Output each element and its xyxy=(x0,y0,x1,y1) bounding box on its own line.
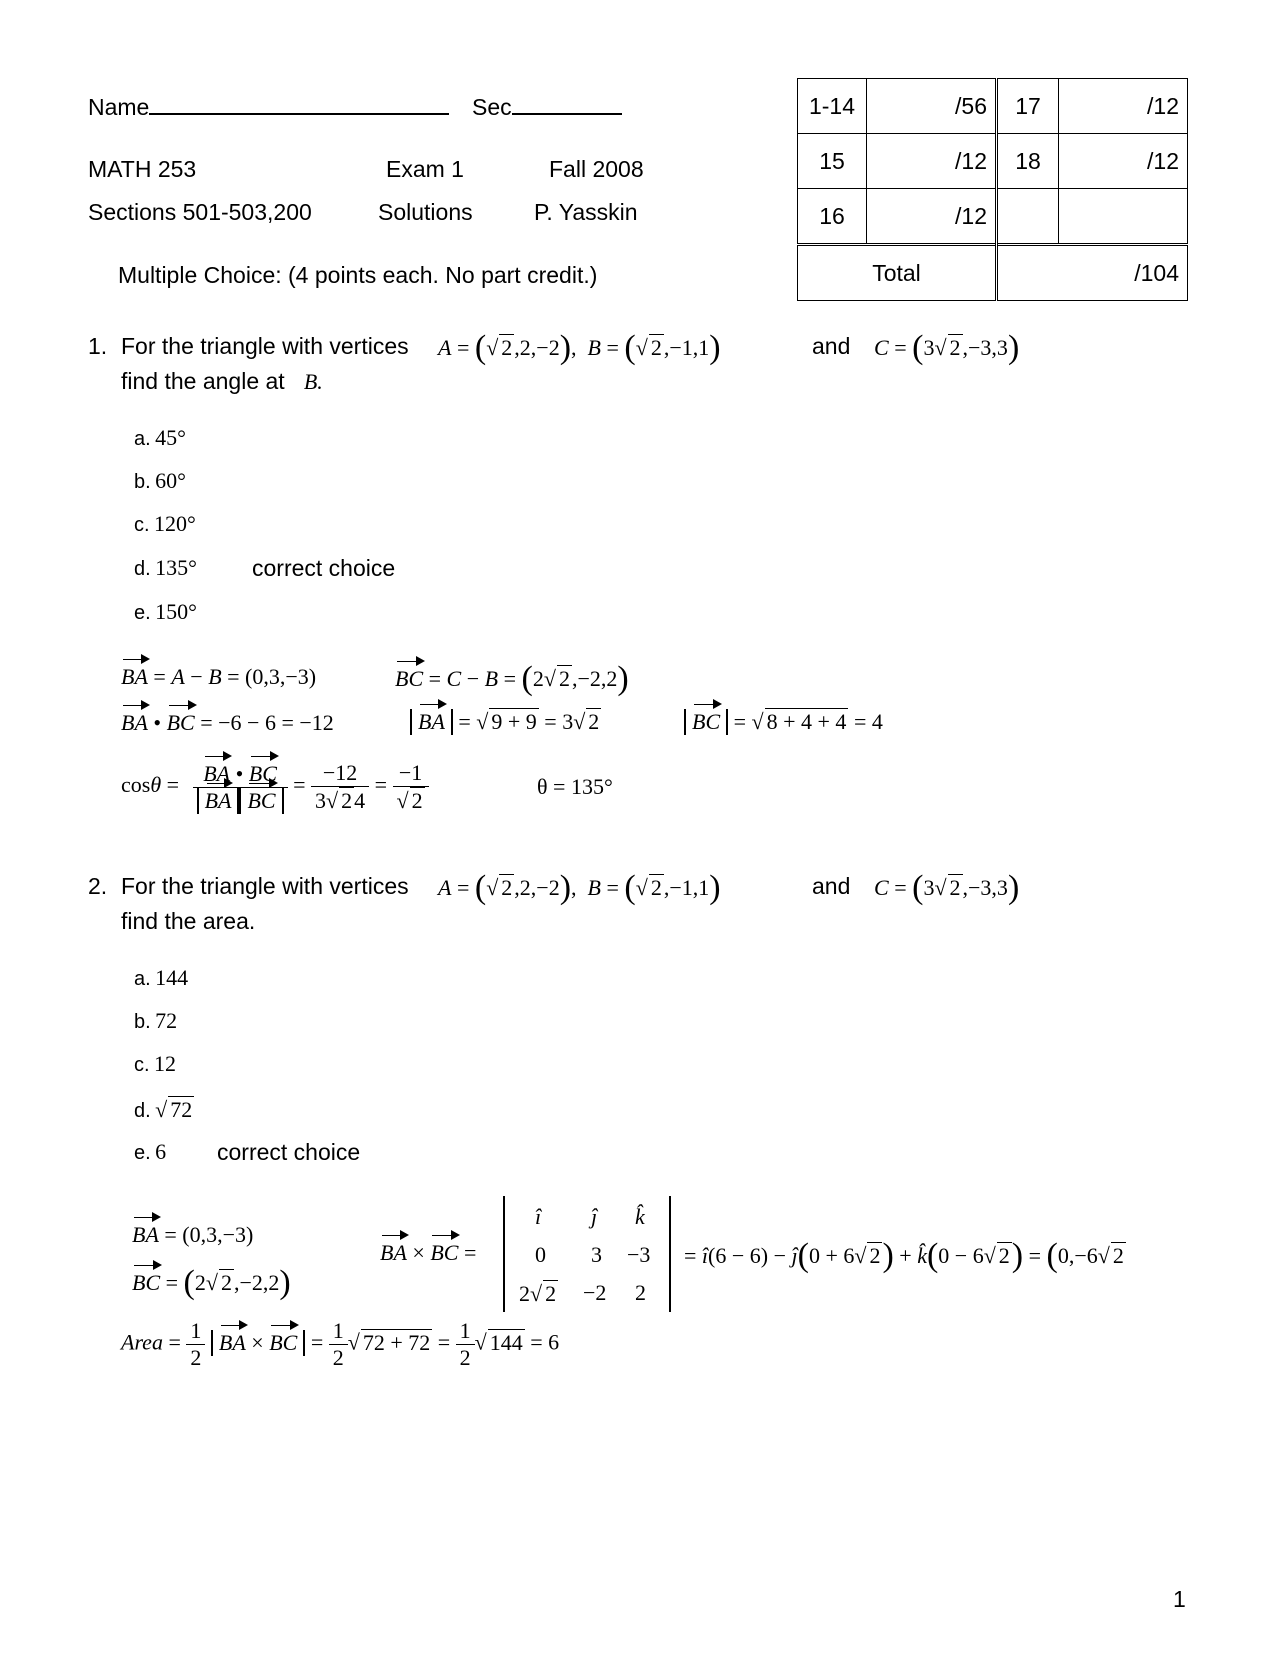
sections: Sections 501-503,200 xyxy=(88,199,312,225)
q2-choice[interactable]: c. 12 xyxy=(134,1051,177,1076)
score-cell xyxy=(1059,189,1188,245)
q1-choice[interactable]: e. 150° xyxy=(134,599,197,624)
score-cell: 17 xyxy=(997,79,1059,134)
q1-number: 1. xyxy=(88,333,108,359)
sec-label: Sec xyxy=(472,94,512,120)
q2-prompt: For the triangle with vertices xyxy=(121,873,409,899)
q2-determinant: î ĵ k̂ 0 3 −3 2√ 2 −2 2 xyxy=(503,1196,671,1312)
q1-correct-note: correct choice xyxy=(252,555,396,581)
q1-work-cos: cosθ = $\frac{BA • BC}{\text{BA BC}}$ = $\frac{-12}{3√ 24}$ = $\frac{-1}{√ 2}$ xyxy=(121,760,429,814)
score-cell: 16 xyxy=(798,189,867,245)
q1-prompt-b: find the angle at B. xyxy=(121,368,323,394)
q2-work-cross-label: BA × BC = xyxy=(380,1240,477,1265)
sec-field[interactable] xyxy=(472,94,622,121)
q2-choice[interactable]: e. 6 xyxy=(134,1139,167,1164)
q2-choice[interactable]: b. 72 xyxy=(134,1008,178,1033)
q1-choice[interactable]: d. 135° xyxy=(134,555,197,580)
q1-choice[interactable]: b. 60° xyxy=(134,468,186,493)
q1-work-norm-bc: BC = √ 8 + 4 + 4 = 4 xyxy=(684,708,883,735)
score-cell: 1-14 xyxy=(798,79,867,134)
q1-choice[interactable]: c. 120° xyxy=(134,511,196,536)
q2-work-ba: BA = (0,3,−3) xyxy=(132,1222,254,1247)
q2-and: and xyxy=(812,873,851,899)
q2-choice[interactable]: d. √ 72 xyxy=(134,1097,193,1122)
q2-vertex-c: C = (3√ 2,−3,3) xyxy=(874,869,1020,906)
q2-prompt-b: find the area. xyxy=(121,908,256,934)
q1-choice[interactable]: a. 45° xyxy=(134,425,186,450)
name-label: Name xyxy=(88,94,150,120)
q2-correct-note: correct choice xyxy=(217,1139,361,1165)
q1-work-norm-ba: BA = √ 9 + 9 = 3√ 2 xyxy=(410,708,601,735)
total-value: /104 xyxy=(997,245,1188,301)
score-cell: 18 xyxy=(997,134,1059,189)
course-title: MATH 253 xyxy=(88,156,197,182)
q2-vertices: A = (√ 2,2,−2), B = (√ 2,−1,1) xyxy=(438,869,721,906)
score-table xyxy=(797,78,1188,301)
sec-blank[interactable] xyxy=(512,113,622,115)
q1-work-ba: BA = A − B = (0,3,−3) xyxy=(121,664,317,689)
q2-number: 2. xyxy=(88,873,108,899)
exam-title: Exam 1 xyxy=(386,156,464,182)
q1-and: and xyxy=(812,333,851,359)
instructor: P. Yasskin xyxy=(534,199,638,225)
name-blank[interactable] xyxy=(149,113,449,115)
q1-theta-result: θ = 135° xyxy=(537,774,613,799)
q2-work-area: Area = $\frac{1}{2}$ BA × BC = $\frac{1}{2}$ √ 72 + 72 = $\frac{1}{2}$ √ 144 = 6 xyxy=(121,1318,560,1370)
score-cell: /12 xyxy=(1059,134,1188,189)
score-cell: /12 xyxy=(867,134,997,189)
q1-vertex-c: C = (3√ 2,−3,3) xyxy=(874,329,1020,366)
q2-work-bc: BC = (2√ 2,−2,2) xyxy=(132,1264,291,1301)
q2-choice[interactable]: a. 144 xyxy=(134,965,189,990)
total-label: Total xyxy=(798,245,997,301)
score-cell: /12 xyxy=(867,189,997,245)
solutions-label: Solutions xyxy=(378,199,473,225)
q1-prompt: For the triangle with vertices xyxy=(121,333,409,359)
score-cell: /56 xyxy=(867,79,997,134)
q2-work-cross-result: = î(6 − 6) − ĵ(0 + 6√ 2) + k̂(0 − 6√ 2) = (0,−6√ 2 xyxy=(684,1237,1124,1274)
q1-work-dot: BA • BC = −6 − 6 = −12 xyxy=(121,710,334,735)
page-number: 1 xyxy=(1173,1586,1186,1612)
q1-vertices: A = (√ 2,2,−2), B = (√ 2,−1,1) xyxy=(438,329,721,366)
name-field[interactable] xyxy=(88,94,449,121)
term: Fall 2008 xyxy=(549,156,644,182)
score-cell: /12 xyxy=(1059,79,1188,134)
mc-note: Multiple Choice: (4 points each. No part credit.) xyxy=(118,262,598,288)
q1-work-bc: BC = C − B = (2√ 2,−2,2) xyxy=(395,660,629,697)
score-cell xyxy=(997,189,1059,245)
score-cell: 15 xyxy=(798,134,867,189)
